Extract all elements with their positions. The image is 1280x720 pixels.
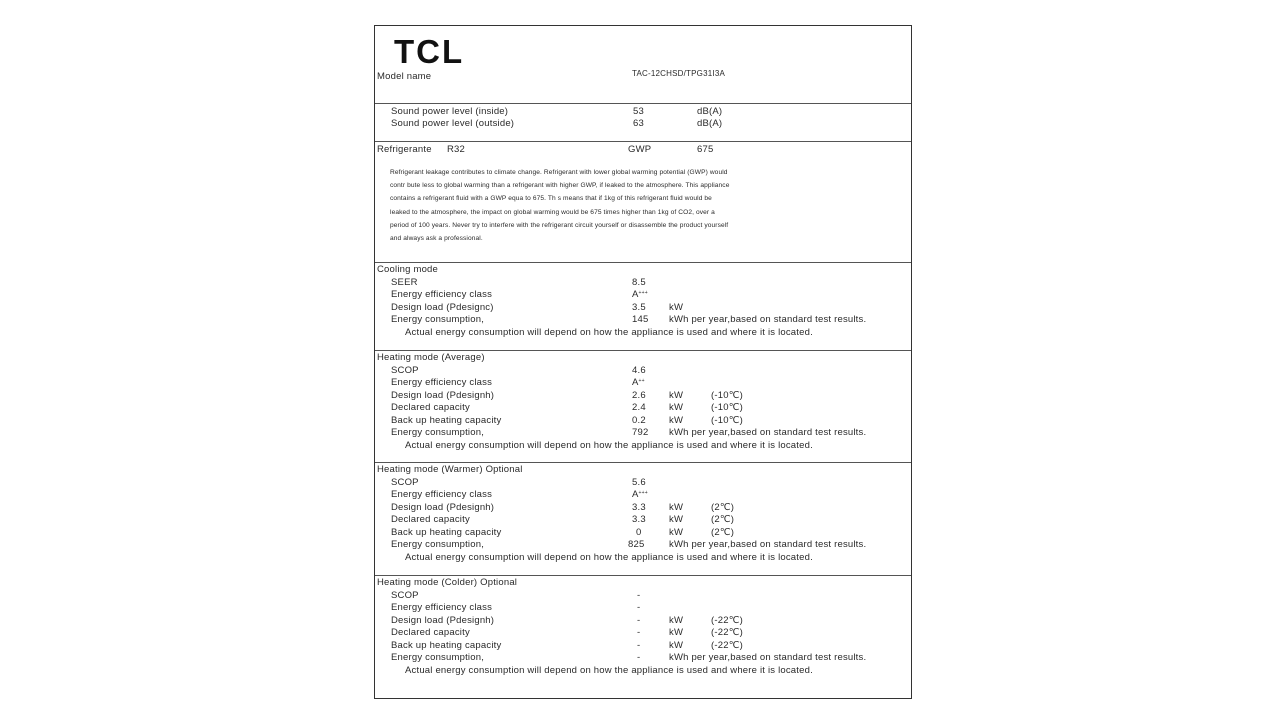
row-label: SCOP — [391, 476, 419, 488]
row-condition: (2℃) — [711, 501, 735, 513]
row-label: SCOP — [391, 364, 419, 376]
row-value: - — [637, 627, 641, 638]
row-unit: kWh per year,based on standard test results. — [669, 427, 867, 438]
row-unit: kW — [669, 514, 684, 525]
row-value: 825 — [628, 539, 645, 550]
sound-section — [375, 104, 911, 142]
sound-inside-label: Sound power level (inside) — [391, 106, 509, 117]
heating-warmer-note: Actual energy consumption will depend on how the appliance is used and where it is located. — [405, 551, 813, 563]
row-unit: kW — [669, 414, 684, 426]
refrigerant-type: R32 — [447, 144, 466, 155]
row-value: 2.6 — [632, 389, 646, 401]
sound-outside-value: 63 — [633, 118, 644, 129]
row-label: SCOP — [391, 589, 419, 601]
row-value: 3.3 — [632, 501, 646, 513]
row-label: Energy consumption, — [391, 427, 485, 438]
row-label: Energy consumption, — [391, 314, 485, 325]
row-value: - — [637, 639, 641, 651]
row-unit: kW — [669, 301, 684, 313]
row-label: SEER — [391, 276, 418, 288]
row-label: Back up heating capacity — [391, 526, 502, 538]
refrigerant-text-line: leaked to the atmosphere, the impact on global warming would be 675 times higher than 1kg of CO2, over a — [390, 208, 715, 216]
cooling-section — [375, 263, 911, 351]
row-unit: kW — [669, 639, 684, 651]
heating-colder-section — [375, 576, 911, 698]
row-label: Design load (Pdesignh) — [391, 501, 495, 513]
refrigerant-text-line: and always ask a professional. — [390, 235, 483, 243]
heating-colder-note: Actual energy consumption will depend on how the appliance is used and where it is located. — [405, 664, 813, 676]
row-label: Energy efficiency class — [391, 289, 493, 300]
tcl-logo: TCL — [394, 33, 465, 70]
refrigerant-text-line: contains a refrigerant fluid with a GWP equa to 675. Th s means that if 1kg of this refrigerant fluid would be — [390, 195, 712, 203]
refrigerant-label: Refrigerante — [377, 144, 432, 155]
refrigerant-text-line: contr bute less to global warming than a refrigerant with higher GWP, if leaked to the atmosphere. This appliance — [390, 182, 730, 190]
heating-warmer-title: Heating mode (Warmer) Optional — [377, 464, 523, 475]
row-label: Energy consumption, — [391, 539, 485, 550]
row-value: 2.4 — [632, 402, 646, 413]
sound-outside-label: Sound power level (outside) — [391, 118, 515, 129]
row-value: 3.3 — [632, 514, 646, 525]
row-unit: kW — [669, 627, 684, 638]
row-value: 5.6 — [632, 476, 646, 488]
model-label: Model name — [377, 71, 432, 82]
sound-inside-unit: dB(A) — [697, 106, 723, 117]
row-label: Design load (Pdesignc) — [391, 301, 494, 313]
row-label: Energy consumption, — [391, 652, 485, 663]
row-value: 0.2 — [632, 414, 646, 426]
row-label: Declared capacity — [391, 627, 470, 638]
row-label: Back up heating capacity — [391, 414, 502, 426]
row-condition: (2℃) — [711, 526, 735, 538]
row-value: 4.6 — [632, 364, 646, 376]
row-condition: (-10℃) — [711, 402, 743, 413]
row-unit: kW — [669, 526, 684, 538]
gwp-label: GWP — [628, 144, 652, 155]
model-value: TAC-12CHSD/TPG31I3A — [632, 69, 726, 78]
row-condition: (-22℃) — [711, 639, 743, 651]
row-value: 8.5 — [632, 276, 646, 288]
row-value: 145 — [632, 314, 649, 325]
row-label: Declared capacity — [391, 402, 470, 413]
row-value: A+++ — [632, 489, 648, 500]
row-unit: kWh per year,based on standard test results. — [669, 314, 867, 325]
refrigerant-text-line: Refrigerant leakage contributes to climate change. Refrigerant with lower global warming potential (GWP) would — [390, 169, 728, 176]
row-value: - — [637, 589, 641, 601]
row-unit: kW — [669, 614, 684, 626]
row-value: A+++ — [632, 289, 648, 300]
cooling-title: Cooling mode — [377, 264, 439, 275]
row-label: Energy efficiency class — [391, 489, 493, 500]
energy-label-sheet — [374, 25, 912, 699]
row-label: Back up heating capacity — [391, 639, 502, 651]
row-label: Energy efficiency class — [391, 602, 493, 613]
row-condition: (-22℃) — [711, 614, 743, 626]
row-label: Design load (Pdesignh) — [391, 614, 495, 626]
row-value: - — [637, 602, 641, 613]
gwp-value: 675 — [697, 144, 714, 155]
row-value: 0 — [636, 526, 642, 538]
row-unit: kW — [669, 402, 684, 413]
refrigerant-text — [390, 166, 860, 245]
heating-average-title: Heating mode (Average) — [377, 352, 485, 363]
row-condition: (-22℃) — [711, 627, 743, 638]
sound-inside-value: 53 — [633, 106, 644, 117]
row-label: Declared capacity — [391, 514, 470, 525]
heating-colder-title: Heating mode (Colder) Optional — [377, 577, 518, 588]
heating-warmer-section — [375, 463, 911, 576]
row-label: Energy efficiency class — [391, 377, 493, 388]
row-label: Design load (Pdesignh) — [391, 389, 495, 401]
row-value: - — [637, 652, 641, 663]
row-unit: kW — [669, 501, 684, 513]
refrigerant-section — [375, 142, 911, 263]
row-condition: (-10℃) — [711, 389, 743, 401]
row-condition: (-10℃) — [711, 414, 743, 426]
row-condition: (2℃) — [711, 514, 735, 525]
row-value: 3.5 — [632, 301, 646, 313]
refrigerant-text-line: period of 100 years. Never try to interfere with the refrigerant circuit yourself or disassemble the product yourself — [390, 221, 729, 229]
row-value: 792 — [632, 427, 649, 438]
header-section — [375, 26, 911, 104]
row-unit: kW — [669, 389, 684, 401]
heating-average-section — [375, 351, 911, 463]
row-unit: kWh per year,based on standard test results. — [669, 652, 867, 663]
cooling-note: Actual energy consumption will depend on how the appliance is used and where it is located. — [405, 326, 813, 338]
row-value: - — [637, 614, 641, 626]
row-value: A++ — [632, 377, 645, 388]
sound-outside-unit: dB(A) — [697, 118, 723, 129]
row-unit: kWh per year,based on standard test results. — [669, 539, 867, 550]
heating-average-note: Actual energy consumption will depend on how the appliance is used and where it is located. — [405, 439, 813, 451]
